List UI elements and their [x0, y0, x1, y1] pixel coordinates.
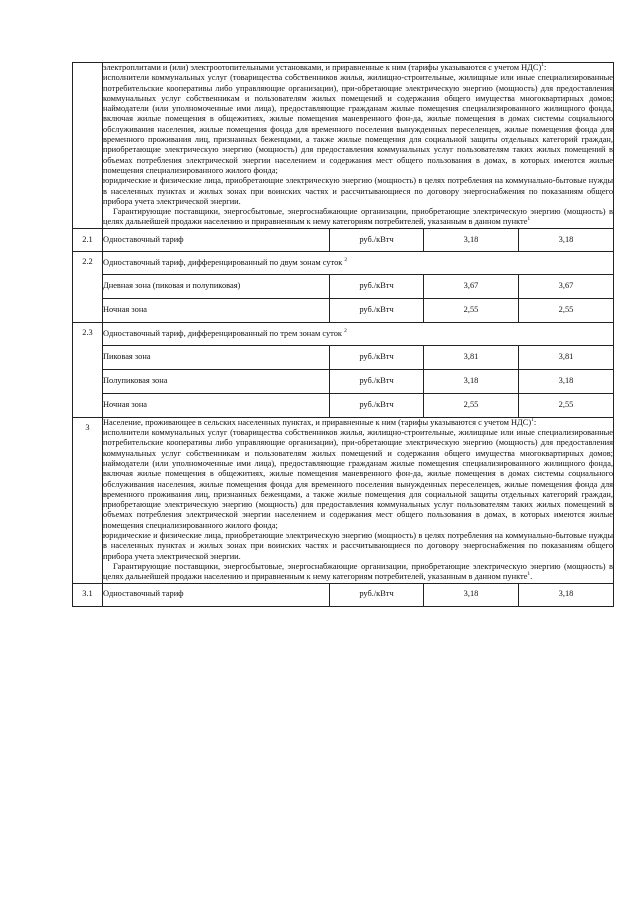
tariff-label: Одноставочный тариф, дифференцированный по трем зонам суток $^2$: [103, 322, 614, 345]
value-h2: 3,18: [519, 369, 614, 393]
group-3-first-line: Население, проживающее в сельских населенных пунктах, и приравненные к ним (тарифы указываются с учетом НДС): [103, 417, 532, 427]
value-h2: 3,81: [519, 345, 614, 369]
value-h2: 2,55: [519, 298, 614, 322]
row-number: 2.1: [73, 228, 103, 251]
group-2-yuridicheskie-text: юридические и физические лица, приобретающие электрическую энергию (мощность) в целях потребления на коммунально-бытовые нужды в населенных пунктах и жилых зонах при воинских частях и рассчитывающиеся по договору энергоснабжения по показаниям общего прибора учета электрической энергии.: [103, 176, 614, 206]
table-row: [73, 322, 614, 345]
group-3-ispolniteli-text: исполнители коммунальных услуг (товарищества собственников жилья, жилищно-строительные, жилищные или иные специализированные потребительские кооперативы либо управляющие организации), при-обретающие электрическую энергию (мощность) для предоставления коммунальных услуг собственникам и пользователям жилых помещений и содержания общего имущества многоквартирных домов; наймодатели (или уполномоченные ими лица), предоставляющие гражданам жилые помещения специализированного жилищного фонда, включая жилые помещения в общежитиях, жилые помещения маневренного фон-да, жилые помещения в домах системы социального обслуживания населения, жилые помещения фонда для временного поселения вынужденных переселенцев, жилые помещения фонда для временного проживания лиц, признанных беженцами, а также жилые помещения для социальной защиты отдельных категорий граждан, приобретающие электрическую энергию (мощность) для предоставления коммунальных услуг пользователям таких жилых помещений в объемах потребления электрической энергии населением и содержания мест общего пользования в домах, в которых имеются жилые помещения специализированного жилого фонда;: [103, 428, 614, 530]
group-2-ispolniteli-text: исполнители коммунальных услуг (товарищества собственников жилья, жилищно-строительные, жилищные или иные специализированные потребительские кооперативы либо управляющие организации), при-обретающие электрическую энергию (мощность) для предоставления коммунальных услуг собственникам и пользователям жилых помещений и содержания общего имущества многоквартирных домов; наймодатели (или уполномоченные ими лица), предоставляющие гражданам жилые помещения специализированного жилищного фонда, включая жилые помещения в общежитиях, жилые помещения маневренного фон-да, жилые помещения в домах системы социального обслуживания населения, жилые помещения фонда для временного поселения вынужденных переселенцев, жилые помещения фонда для временного проживания лиц, признанных беженцами, а также жилые помещения для социальной защиты отдельных категорий граждан, приобретающие электрическую энергию (мощность) для предоставления коммунальных услуг пользователям таких жилых помещений в объемах потребления электрической энергии населением и содержания мест общего пользования в домах, в которых имеются жилые помещения специализированного жилого фонда;: [103, 73, 614, 175]
group-2-description: электроплитами и (или) электроотопительными установками, и приравненные к ним (тарифы указываются с учетом НДС)$^1$: исполнители коммунальных услуг (товарищества собственников жилья, жилищно-строительные, жилищные или иные специализированные потребительские кооперативы либо управляющие организации), при-обретающие электрическую энергию (мощность) для предоставления коммунальных услуг собственникам и пользователям жилых помещений и содержания общего имущества многоквартирных домов; наймодатели (или уполномоченные ими лица), предоставляющие гражданам жилые помещения специализированного жилищного фонда, включая жилые помещения в общежитиях, жилые помещения маневренного фон-да, жилые помещения в домах системы социального обслуживания населения, жилые помещения фонда для временного поселения вынужденных переселенцев, жилые помещения фонда для временного проживания лиц, признанных беженцами, а также жилые помещения для социальной защиты отдельных категорий граждан, приобретающие электрическую энергию (мощность) для предоставления коммунальных услуг пользователям таких жилых помещений в объемах потребления электрической энергии населением и содержания мест общего пользования в домах, в которых имеются жилые помещения специализированного жилого фонда; юридические и физические лица, приобретающие электрическую энергию (мощность) в целях потребления на коммунально-бытовые нужды в населенных пунктах и жилых зонах при воинских частях и рассчитывающиеся по договору энергоснабжения по показаниям общего прибора учета электрической энергии. Гарантирующие поставщики, энергосбытовые, энергоснабжающие организации, приобретающие электрическую энергию (мощность) в целях дальнейшей продажи населению и приравненным к нему категориям потребителей, указанным в данном пункте$^1$: [103, 62, 614, 227]
row-number: 2.3: [73, 322, 103, 417]
value-h2: 3,67: [519, 274, 614, 298]
row-number-cell: [73, 63, 103, 229]
tariff-label: Одноставочный тариф: [103, 228, 330, 251]
footnote-ref: 1: [541, 62, 545, 69]
table-row: [73, 393, 614, 417]
zone-label: Дневная зона (пиковая и полупиковая): [103, 274, 330, 298]
value-h1: 2,55: [424, 298, 519, 322]
zone-label: Ночная зона: [103, 298, 330, 322]
footnote-ref: 1: [527, 216, 531, 223]
table-row: [73, 228, 614, 251]
row-number: 3: [73, 417, 103, 583]
tariff-label: Одноставочный тариф: [103, 583, 330, 606]
table-row: [73, 63, 614, 229]
row-number: 2.2: [73, 251, 103, 322]
unit-cell: руб./кВтч: [330, 393, 424, 417]
zone-label: Ночная зона: [103, 393, 330, 417]
value-h1: 3,67: [424, 274, 519, 298]
unit-cell: руб./кВтч: [330, 583, 424, 606]
table-row: [73, 251, 614, 274]
tariff-table: [72, 62, 614, 607]
footnote-ref: 1: [531, 416, 534, 423]
zone-label: Пиковая зона: [103, 345, 330, 369]
footnote-ref: 2: [344, 327, 347, 334]
unit-cell: руб./кВтч: [330, 228, 424, 251]
table-row: [73, 417, 614, 583]
table-row: [73, 583, 614, 606]
unit-cell: руб./кВтч: [330, 369, 424, 393]
unit-cell: руб./кВтч: [330, 274, 424, 298]
value-h2: 3,18: [519, 228, 614, 251]
value-h2: 2,55: [519, 393, 614, 417]
table-row: [73, 369, 614, 393]
row-number: 3.1: [73, 583, 103, 606]
value-h1: 3,18: [424, 583, 519, 606]
value-h1: 3,18: [424, 369, 519, 393]
table-row: [73, 274, 614, 298]
group-3-yuridicheskie-text: юридические и физические лица, приобретающие электрическую энергию (мощность) в целях потребления на коммунально-бытовые нужды в населенных пунктах и жилых зонах при воинских частях и рассчитывающиеся по договору энергоснабжения по показаниям общего прибора учета электрической энергии.: [103, 531, 614, 561]
group-2-first-line: электроплитами и (или) электроотопительными установками, и приравненные к ним (тарифы указываются с учетом НДС): [103, 63, 542, 72]
tariff-label: Одноставочный тариф, дифференцированный по двум зонам суток $^2$: [103, 251, 614, 274]
footnote-ref: 2: [344, 256, 348, 263]
zone-label: Полупиковая зона: [103, 369, 330, 393]
group-2-garant-text: Гарантирующие поставщики, энергосбытовые, энергоснабжающие организации, приобретающие электрическую энергию (мощность) в целях дальнейшей продажи населению и приравненным к нему категориям потребителей, указанным в данном пункте: [103, 207, 614, 227]
value-h1: 3,18: [424, 228, 519, 251]
value-h1: 2,55: [424, 393, 519, 417]
unit-cell: руб./кВтч: [330, 298, 424, 322]
group-3-garant-text: Гарантирующие поставщики, энергосбытовые, энергоснабжающие организации, приобретающие электрическую энергию (мощность) в целях дальнейшей продажи населению и приравненным к нему категориям потребителей, указанным в данном пункте: [103, 561, 614, 582]
unit-cell: руб./кВтч: [330, 345, 424, 369]
value-h1: 3,81: [424, 345, 519, 369]
table-row: [73, 345, 614, 369]
footnote-ref: 1: [527, 571, 531, 578]
value-h2: 3,18: [519, 583, 614, 606]
group-3-description: Население, проживающее в сельских населенных пунктах, и приравненные к ним (тарифы указываются с учетом НДС)$^1$: исполнители коммунальных услуг (товарищества собственников жилья, жилищно-строительные, жилищные или иные специализированные потребительские кооперативы либо управляющие организации), при-обретающие электрическую энергию (мощность) для предоставления коммунальных услуг собственникам и пользователям жилых помещений и содержания общего имущества многоквартирных домов; наймодатели (или уполномоченные ими лица), предоставляющие гражданам жилые помещения специализированного жилищного фонда, включая жилые помещения в общежитиях, жилые помещения маневренного фон-да, жилые помещения в домах системы социального обслуживания населения, жилые помещения фонда для временного поселения вынужденных переселенцев, жилые помещения фонда для временного проживания лиц, признанных беженцами, а также жилые помещения для социальной защиты отдельных категорий граждан, приобретающие электрическую энергию (мощность) для предоставления коммунальных услуг пользователям таких жилых помещений в объемах потребления электрической энергии населением и содержания мест общего пользования в домах, в которых имеются жилые помещения специализированного жилого фонда; юридические и физические лица, приобретающие электрическую энергию (мощность) в целях потребления на коммунально-бытовые нужды в населенных пунктах и жилых зонах при воинских частях и рассчитывающиеся по договору энергоснабжения по показаниям общего прибора учета электрической энергии. Гарантирующие поставщики, энергосбытовые, энергоснабжающие организации, приобретающие электрическую энергию (мощность) в целях дальнейшей продажи населению и приравненным к нему категориям потребителей, указанным в данном пункте$^1$.: [103, 416, 614, 582]
table-row: [73, 298, 614, 322]
